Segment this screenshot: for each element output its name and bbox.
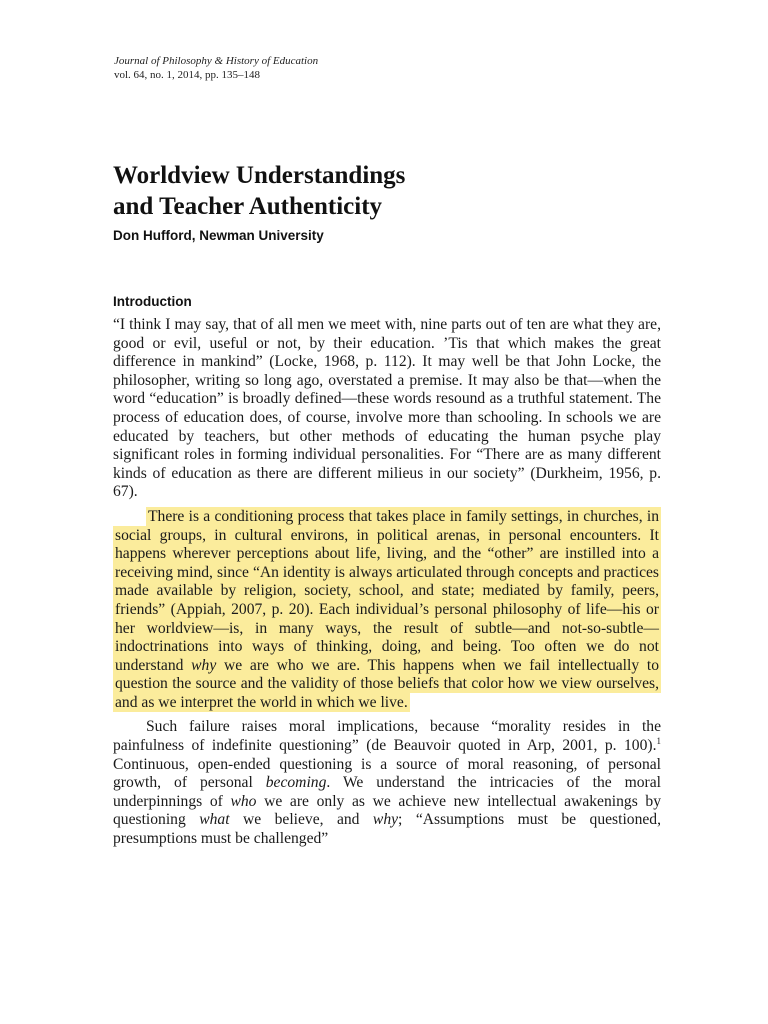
article-title-line-1: Worldview Understandings (113, 162, 406, 189)
paragraph-3-emphasis-what: what (199, 811, 230, 829)
paragraph-3-emphasis-becoming: becoming (265, 774, 327, 792)
paragraph-2-emphasis: why (191, 656, 217, 674)
paragraph-3-text-a: Such failure raises moral implications, because “morality resides in the painfulness of indefinite questioning” (de Beauvoir quoted in Arp, 2001, p. 100). (113, 718, 661, 755)
paragraph-3-text-d: we are only as we achieve new intellectual awakenings by questioning (113, 792, 661, 829)
highlight-span (113, 507, 661, 712)
paragraph-3-emphasis-why: why (372, 811, 399, 829)
paragraph-3-text-e: we believe, and (229, 811, 373, 829)
footnote-marker: 1 (656, 735, 661, 746)
paragraph-2-text-a: There is a conditioning process that takes place in family settings, in churches, in social groups, in cultural environs, in political arenas, in personal encounters. It happens wherever perceptions about life, living, and the “other” are instilled into a receiving mind, since “An identity is always articulated through concepts and practices made available by religion, society, school, and state; mediated by family, peers, friends” (Appiah, 2007, p. 20). Each individual’s personal philosophy of life—his or her worldview—is, in many ways, the result of subtle—and not-so-subtle—indoctrinations into ways of thinking, doing, and being. Too often we do not understand (115, 507, 659, 674)
article-title (113, 160, 405, 222)
paragraph-3-text-f: ; “Assumptions must be questioned, presumptions must be challenged” (113, 811, 661, 848)
journal-header (114, 54, 318, 82)
paragraph-1: “I think I may say, that of all men we meet with, nine parts out of ten are what they are, good or evil, useful or not, by their education. ’Tis that which makes the great difference in mankind” (Locke, 1968, p. 112). It may well be that John Locke, the philosopher, writing so long ago, overstated a premise. It may also be that—when the word “education” is broadly defined—these words resound as a truthful statement. The process of education does, of course, involve more than schooling. In schools we are educated by teachers, but other methods of educating the human psyche play significant roles in forming individual personalities. For “There are as many different kinds of education as there are different milieus in our society” (Durkheim, 1956, p. 67). (113, 316, 661, 501)
section-heading: Introduction (113, 294, 192, 309)
article-title-line-2: and Teacher Authenticity (113, 193, 383, 220)
paragraph-2-text-b: we are who we are. This happens when we fail intellectually to question the source and the validity of those beliefs that color how we view ourselves, and as we interpret the world in which we live. (115, 656, 659, 711)
journal-volume: vol. 64, no. 1, 2014, pp. 135–148 (114, 69, 261, 81)
paragraph-3-emphasis-who: who (230, 792, 257, 810)
paragraph-3-text-b: Continuous, open-ended questioning is a source of moral reasoning, of personal growth, of personal (113, 755, 661, 792)
paragraph-3-text-c: . We understand the intricacies of the moral underpinnings of (113, 774, 661, 810)
article-author: Don Hufford, Newman University (113, 228, 324, 243)
article-body (113, 316, 661, 849)
journal-name: Journal of Philosophy & History of Education (114, 55, 319, 67)
paragraph-3 (113, 718, 661, 848)
paragraph-2-highlighted (113, 508, 661, 713)
